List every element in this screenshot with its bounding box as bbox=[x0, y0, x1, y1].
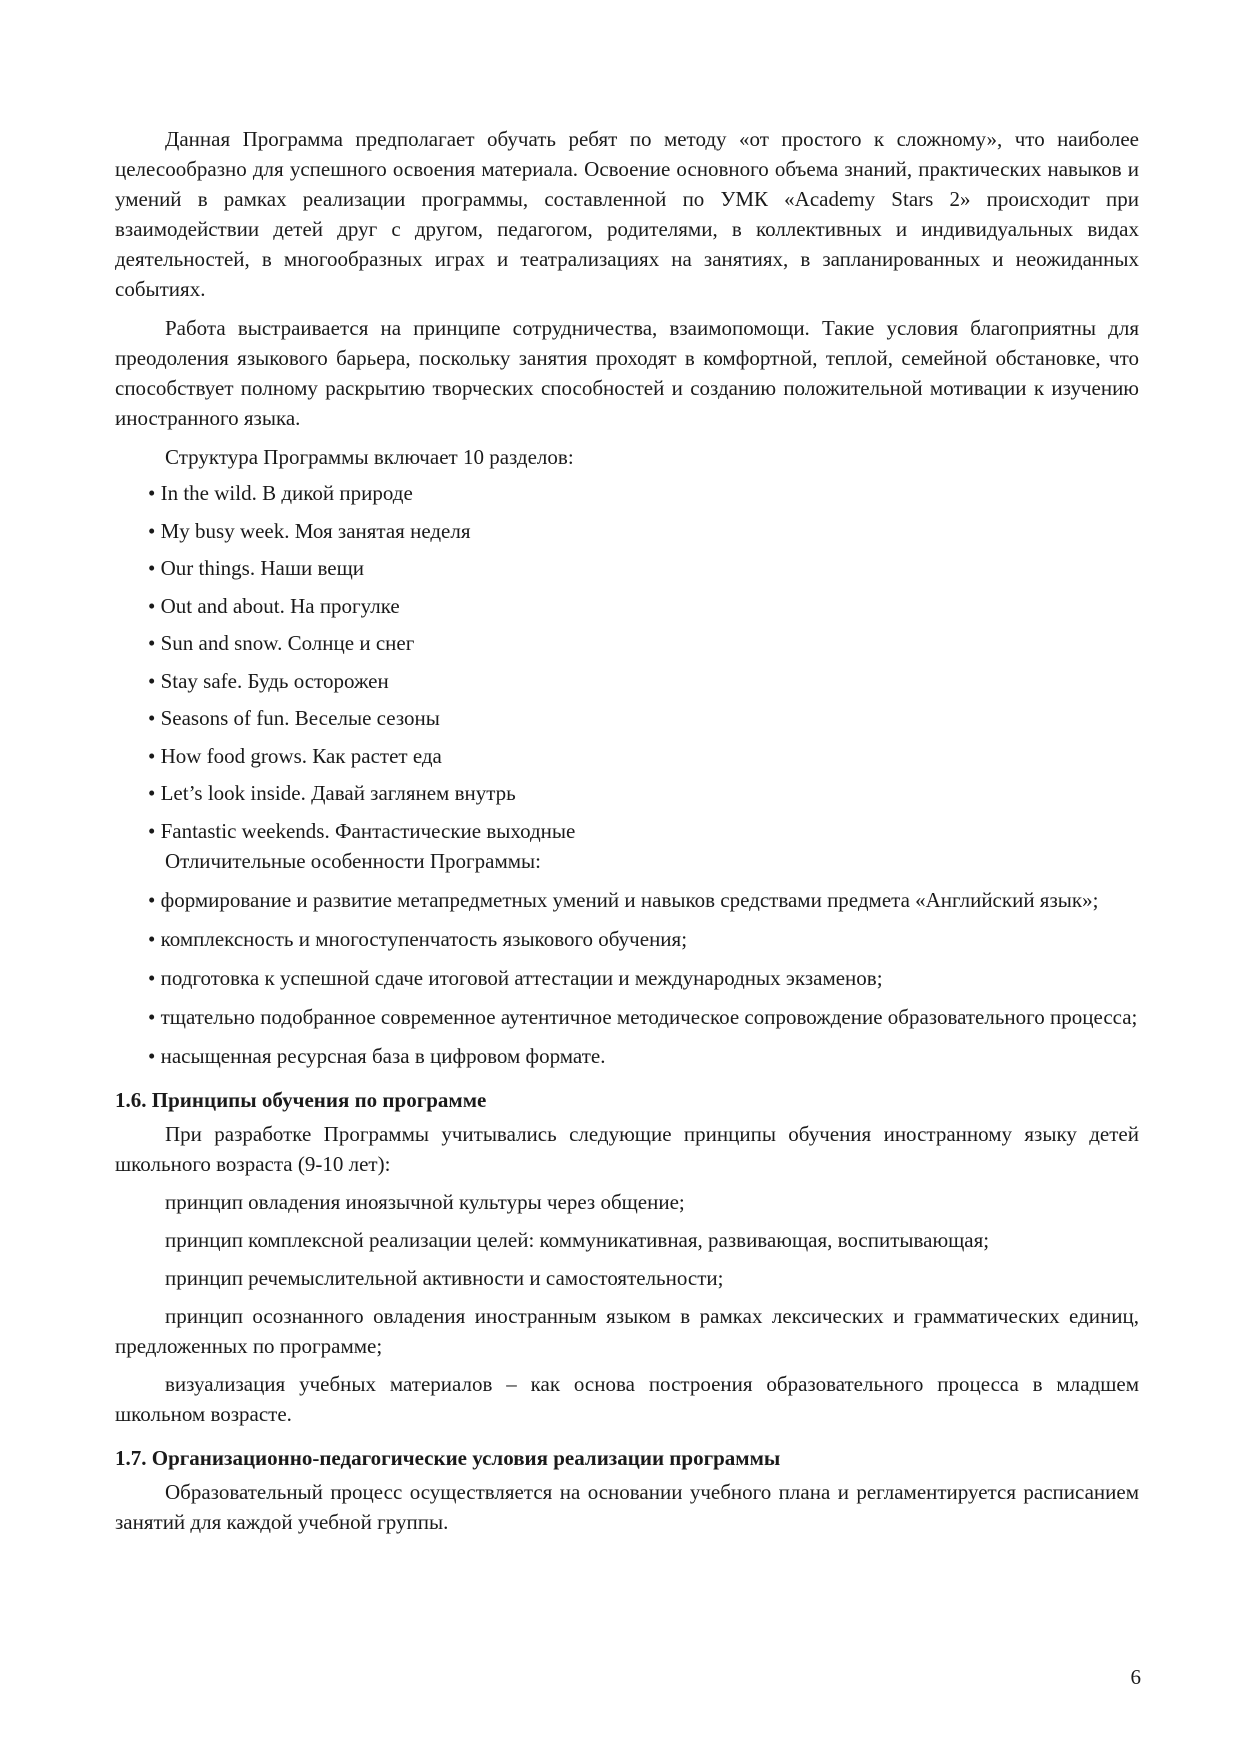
paragraph-method: Данная Программа предполагает обучать ребят по методу «от простого к сложному», что наиболее целесообразно для успешного освоения материала. Освоение основного объема знаний, практических навыков и умений в рамках реализации программы, составленной по УМК «Academy Stars 2» происходит при взаимодействии детей друг с другом, педагогом, родителями, в коллективных и индивидуальных видах деятельностей, в многообразных играх и театрализациях на занятиях, в запланированных и неожиданных событиях. bbox=[115, 127, 1139, 301]
list-item: • How food grows. Как растет еда bbox=[148, 743, 442, 768]
list-item: • Our things. Наши вещи bbox=[148, 556, 365, 580]
list-item: • My busy week. Моя занятая неделя bbox=[148, 518, 471, 543]
section-heading-1-7: 1.7. Организационно-педагогические условия реализации программы bbox=[115, 1445, 781, 1470]
principle-item: принцип осознанного овладения иностранным языком в рамках лексических и грамматических единиц, предложенных по программе; bbox=[115, 1303, 1139, 1358]
section-heading-1-6: 1.6. Принципы обучения по программе bbox=[115, 1087, 487, 1112]
list-item: • Sun and snow. Солнце и снег bbox=[148, 631, 415, 655]
list-item: • In the wild. В дикой природе bbox=[148, 481, 413, 505]
document-page bbox=[115, 124, 1139, 1545]
features-intro: Отличительные особенности Программы: bbox=[165, 848, 541, 873]
feature-item: • подготовка к успешной сдаче итоговой аттестации и международных экзаменов; bbox=[148, 965, 883, 990]
list-item: • Let’s look inside. Давай заглянем внутрь bbox=[148, 781, 516, 805]
principle-item: принцип овладения иноязычной культуры через общение; bbox=[165, 1189, 685, 1214]
conditions-text: Образовательный процесс осуществляется на основании учебного плана и регламентируется расписанием занятий для каждой учебной группы. bbox=[115, 1479, 1139, 1534]
feature-item: • формирование и развитие метапредметных умений и навыков средствами предмета «Английский язык»; bbox=[148, 887, 1099, 912]
list-item: • Seasons of fun. Веселые сезоны bbox=[148, 706, 440, 730]
feature-item: • комплексность и многоступенчатость языкового обучения; bbox=[148, 926, 688, 951]
structure-intro: Структура Программы включает 10 разделов: bbox=[165, 445, 574, 469]
paragraph-cooperation: Работа выстраивается на принципе сотрудничества, взаимопомощи. Такие условия благоприятны для преодоления языкового барьера, поскольку занятия проходят в комфортной, теплой, семейной обстановке, что способствует полному раскрытию творческих способностей и созданию положительной мотивации к изучению иностранного языка. bbox=[115, 316, 1139, 430]
sections-list bbox=[115, 478, 1139, 846]
principle-item: принцип комплексной реализации целей: коммуникативная, развивающая, воспитывающая; bbox=[165, 1227, 990, 1252]
principles-intro: При разработке Программы учитывались следующие принципы обучения иностранному языку детей школьного возраста (9-10 лет): bbox=[115, 1121, 1139, 1176]
principle-item: принцип речемыслительной активности и самостоятельности; bbox=[165, 1265, 724, 1290]
list-item: • Fantastic weekends. Фантастические выходные bbox=[148, 818, 576, 843]
feature-item: • насыщенная ресурсная база в цифровом формате. bbox=[148, 1043, 606, 1068]
feature-item: • тщательно подобранное современное аутентичное методическое сопровождение образовательного процесса; bbox=[148, 1004, 1138, 1029]
list-item: • Out and about. На прогулке bbox=[148, 593, 400, 618]
principle-item: визуализация учебных материалов – как основа построения образовательного процесса в младшем школьном возрасте. bbox=[115, 1371, 1139, 1426]
list-item: • Stay safe. Будь осторожен bbox=[148, 668, 389, 693]
page-number: 6 bbox=[1130, 1665, 1141, 1689]
